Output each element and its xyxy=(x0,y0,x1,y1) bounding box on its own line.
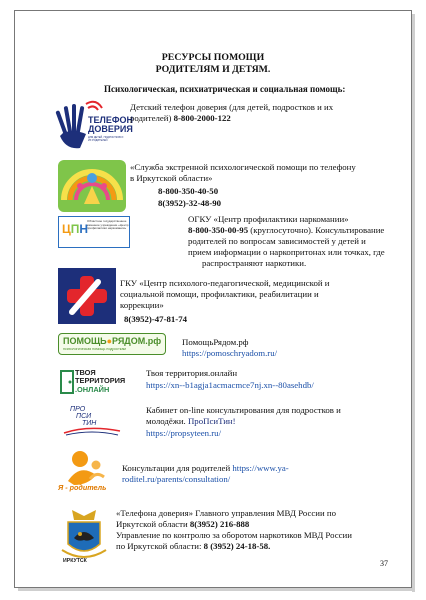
propsyteen-logo: ПРО ПСИ ТИН xyxy=(58,405,128,439)
mvd-description: «Телефона доверия» Главного управления МВД России по Иркутской области 8(3952) 216-888 Управление по контролю за оборотом наркотиков МВД России по Иркутской области: 8 (3952) 24-18-58. xyxy=(116,508,352,551)
ya-roditel-link[interactable]: https://www.ya- xyxy=(232,463,289,473)
ya-roditel-description: Консультации для родителей https://www.ya- roditel.ru/parents/consultation/ xyxy=(122,463,289,484)
helpline-description: Детский телефон доверия (для детей, подростков и их родителей) 8-800-2000-122 xyxy=(130,102,334,123)
mvd-phone-1[interactable]: 8(3952) 216-888 xyxy=(189,519,250,529)
drug-prevention-phone-row: 8-800-350-00-95 (круглосуточно). Консультирование xyxy=(188,225,385,235)
propsyteen-name: ПроПсиТин! xyxy=(187,416,236,426)
tvoya-territoriya-name: Твоя территория.онлайн xyxy=(146,368,238,378)
ya-roditel-logo: Я - родитель xyxy=(58,445,116,497)
swoosh-icon xyxy=(58,405,128,439)
emergency-phone-2[interactable]: 8(3952)-32-48-90 xyxy=(158,198,222,208)
emergency-service-logo xyxy=(58,160,126,212)
pomoschryadom-link[interactable]: https://pomoschryadom.ru/ xyxy=(182,348,278,358)
cross-icon xyxy=(58,268,116,324)
ya-roditel-link-cont[interactable]: roditel.ru/parents/consultation/ xyxy=(122,474,231,484)
page-title: РЕСУРСЫ ПОМОЩИ РОДИТЕЛЯМ И ДЕТЯМ. xyxy=(155,52,271,75)
tvoya-territoriya-link[interactable]: https://xn--b1agja1acmacmce7nj.xn--80asehdb/ xyxy=(146,380,314,390)
pomoschryadom-logo: ПОМОЩЬ●РЯДОМ.рф психологическая помощь подросткам xyxy=(58,333,166,355)
psych-ped-center-phone[interactable]: 8(3952)-47-81-74 xyxy=(124,314,188,324)
psych-ped-center-description: ГКУ «Центр психолого-педагогической, медицинской и социальной помощи, профилактики, реабилитации и коррекции» xyxy=(120,278,330,310)
propsyteen-description: Кабинет on-line консультирования для подростков и молодёжи. ПроПсиТин! xyxy=(146,405,341,426)
pomoschryadom-name: ПомощьРядом.рф xyxy=(182,337,249,347)
people-rainbow-icon xyxy=(58,160,126,212)
page-shadow xyxy=(412,14,415,592)
helpline-logo: ТЕЛЕФОН ДОВЕРИЯ ДЛЯ ДЕТЕЙ, ПОДРОСТКОВ И ИХ РОДИТЕЛЕЙ xyxy=(58,100,126,156)
section-subtitle: Психологическая, психиатрическая и социальная помощь: xyxy=(104,84,346,94)
drug-prevention-center-logo: ЦПН Областное государственное казенное учреждение «Центр профилактики наркомании» xyxy=(58,216,130,248)
page-number: 37 xyxy=(380,559,388,568)
tvoya-territoriya-logo: ТВОЯ ТЕРРИТОРИЯ .ОНЛАЙН xyxy=(58,366,128,398)
door-icon xyxy=(60,370,74,394)
drug-prevention-phone[interactable]: 8-800-350-00-95 xyxy=(188,225,249,235)
emergency-service-description: «Служба экстренной психологической помощи по телефону в Иркутской области» xyxy=(130,162,356,183)
psych-ped-center-logo xyxy=(58,268,116,324)
drug-prevention-title: ОГКУ «Центр профилактики наркомании» xyxy=(188,214,349,224)
emergency-phone-1[interactable]: 8-800-350-40-50 xyxy=(158,186,219,196)
propsyteen-link[interactable]: https://propsyteen.ru/ xyxy=(146,428,222,438)
helpline-phone[interactable]: 8-800-2000-122 xyxy=(173,113,231,123)
drug-prevention-description: родителей по вопросам зависимостей у детей и прием информации о наркопритонах или точках, где распространяют наркотики. xyxy=(188,236,385,268)
page-shadow xyxy=(18,588,415,591)
mvd-irkutsk-logo: ИРКУТСК xyxy=(58,506,110,568)
mvd-phone-2[interactable]: 8 (3952) 24-18-58. xyxy=(203,541,271,551)
